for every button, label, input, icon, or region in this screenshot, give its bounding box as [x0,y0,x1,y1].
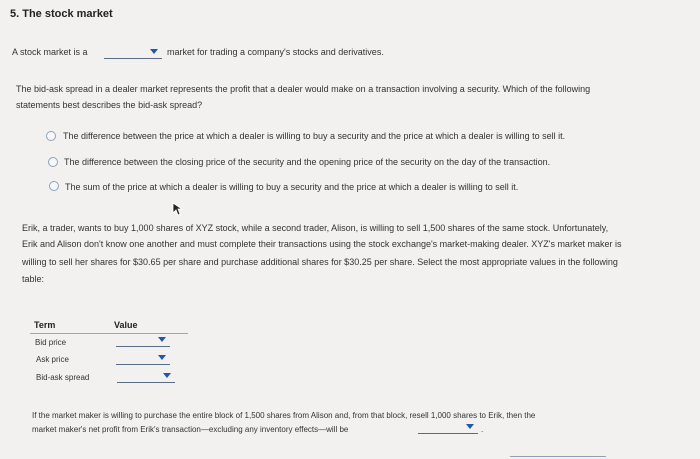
q2-text-line2: statements best describes the bid-ask spread? [16,100,203,110]
table-row-term-bid: Bid price [35,338,67,347]
stock-market-type-dropdown[interactable] [104,46,162,59]
option-radio-1[interactable] [46,131,56,141]
table-header-term: Term [34,320,56,330]
q3-text-line3: willing to sell her shares for $30.65 per share and purchase additional shares for $30.25 per share. Select the most appropriate values in the following [22,257,618,267]
q3-text-line4: table: [22,274,45,284]
chevron-down-icon [158,337,166,342]
mouse-cursor-icon [172,202,182,216]
q1-prefix: A stock market is a [12,47,88,57]
q3-text-line2: Erik and Alison don't know one another and must complete their transactions using the stock exchange's market-making dealer. XYZ's market maker is [22,239,622,249]
table-row-term-ask: Ask price [36,355,69,364]
q1-suffix: market for trading a company's stocks and derivatives. [167,47,384,57]
bottom-divider [510,456,606,457]
table-row-term-spread: Bid-ask spread [36,373,90,382]
chevron-down-icon [158,355,166,360]
question-title: 5. The stock market [10,8,113,20]
q4-text-line1: If the market maker is willing to purchase the entire block of 1,500 shares from Alison and, from that block, resell 1,000 shares to Erik, then the [32,411,536,420]
option-radio-2[interactable] [48,157,58,167]
bid-ask-spread-dropdown[interactable] [117,370,175,383]
net-profit-dropdown[interactable] [418,421,478,434]
chevron-down-icon [466,424,474,429]
ask-price-dropdown[interactable] [116,352,170,365]
bid-price-dropdown[interactable] [116,334,170,347]
option-label-2[interactable]: The difference between the closing price of the security and the opening price of the security on the day of the transaction. [64,157,551,167]
chevron-down-icon [163,373,171,378]
option-radio-3[interactable] [49,181,59,191]
table-header-value: Value [114,320,138,330]
q4-text-line2: market maker's net profit from Erik's transaction—excluding any inventory effects—will be [32,425,349,434]
chevron-down-icon [150,49,158,54]
option-label-1[interactable]: The difference between the price at which a dealer is willing to buy a security and the price at which a dealer is willing to sell it. [63,131,566,141]
q3-text-line1: Erik, a trader, wants to buy 1,000 shares of XYZ stock, while a second trader, Alison, is willing to sell 1,500 shares of the same stock. Unfortunately, [22,223,609,233]
q2-text-line1: The bid-ask spread in a dealer market represents the profit that a dealer would make on a transaction involving a security. Which of the following [16,84,591,94]
option-label-3[interactable]: The sum of the price at which a dealer is willing to buy a security and the price at which a dealer is willing to sell it. [65,182,519,192]
q4-period: . [481,425,484,434]
